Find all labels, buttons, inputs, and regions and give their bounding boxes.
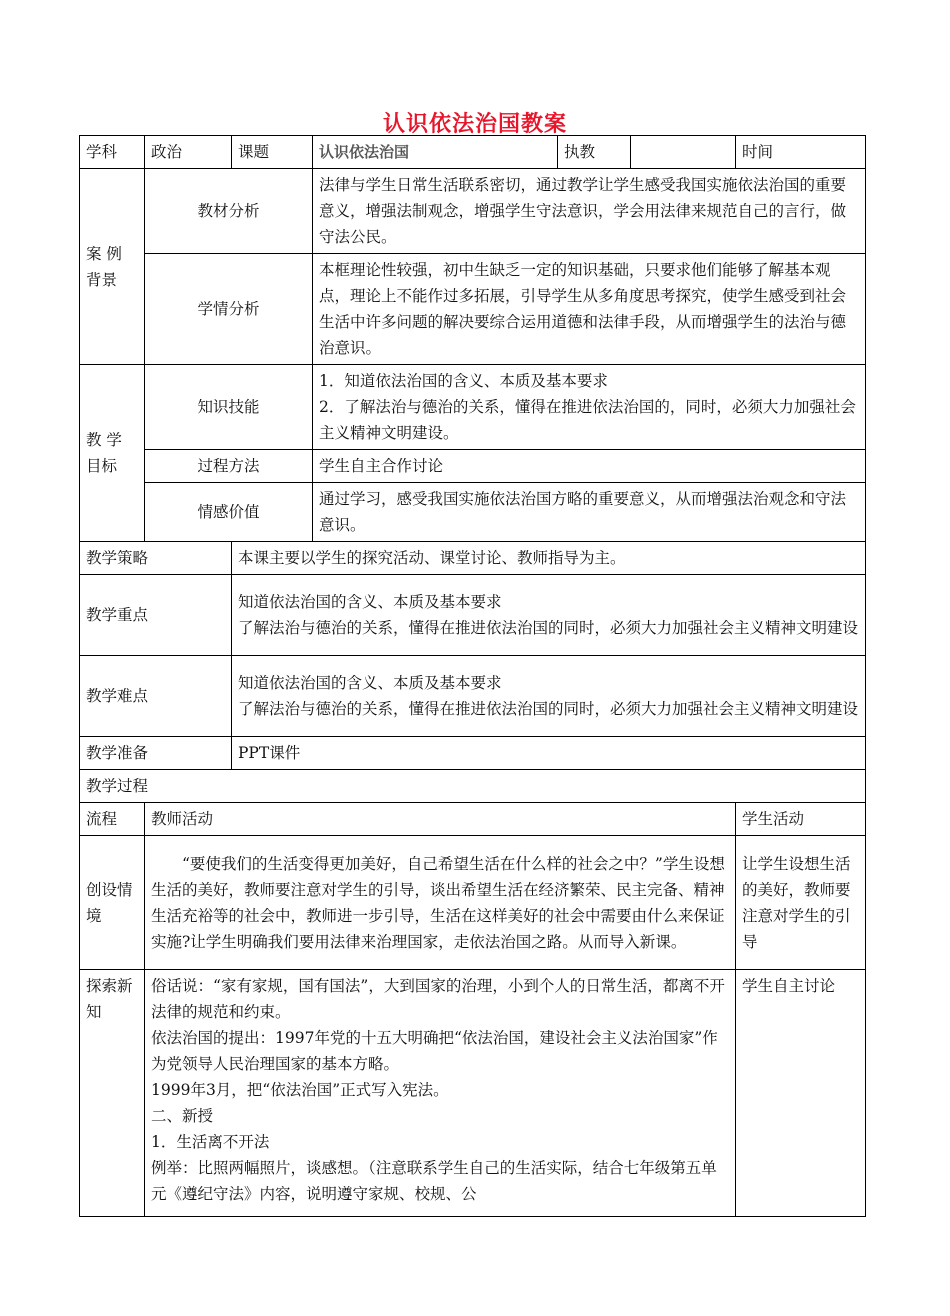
- process-label: 教学过程: [80, 770, 866, 803]
- difficulties-row: [80, 656, 866, 737]
- page-title: 认识依法治国教案: [382, 112, 567, 137]
- strategy-row: [80, 542, 866, 575]
- knowledge-skills-text: [313, 365, 866, 450]
- knowledge-skills-label: 知识技能: [145, 365, 313, 450]
- process-header-row: [80, 803, 866, 836]
- process-row-explore: [80, 970, 866, 1217]
- col-teacher-header: 教师活动: [145, 803, 736, 836]
- knowledge-item: 1．知道依法治国的含义、本质及基本要求: [319, 372, 608, 390]
- process-title-row: [80, 770, 866, 803]
- teacher-activity-cell: [145, 836, 736, 970]
- goals-label: 教 学 目标: [80, 365, 145, 542]
- teacher-activity-cell: [145, 970, 736, 1217]
- goals-process-row: [80, 450, 866, 483]
- topic-value-text: 认识依法治国: [319, 143, 410, 161]
- difficulties-label: 教学难点: [80, 656, 232, 737]
- preparation-label: 教学准备: [80, 737, 232, 770]
- key-point-line: 知道依法治国的含义、本质及基本要求: [238, 593, 502, 611]
- preparation-row: [80, 737, 866, 770]
- teacher-activity-paragraph: “要使我们的生活变得更加美好，自己希望生活在什么样的社会之中？”学生设想生活的美好，教师要注意对学生的引导，谈出希望生活在经济繁荣、民主完备、精神生活充裕等的社会中，教师进一步引导，生活在这样美好的社会中需要由什么来保证实施?让学生明确我们要用法律来治理国家，走依法治国之路。从而导入新课。: [151, 854, 725, 951]
- topic-label: 课题: [232, 136, 313, 169]
- teacher-activity-paragraph: 例举：比照两幅照片，谈感想。（注意联系学生自己的生活实际，结合七年级第五单元《遵纪守法》内容，说明遵守家规、校规、公: [151, 1159, 717, 1203]
- teacher-label: 执教: [558, 136, 631, 169]
- teacher-activity-paragraph: 依法治国的提出：1997年党的十五大明确把“依法治国，建设社会主义法治国家”作为党领导人民治理国家的基本方略。: [151, 1029, 718, 1073]
- goals-knowledge-row: [80, 365, 866, 450]
- textbook-analysis-label: 教材分析: [145, 169, 313, 254]
- difficulties-text: [232, 656, 866, 737]
- emotion-value-text: 通过学习，感受我国实施依法治国方略的重要意义，从而增强法治观念和守法意识。: [313, 483, 866, 542]
- col-flow-header: 流程: [80, 803, 145, 836]
- key-point-line: 了解法治与德治的关系，懂得在推进依法治国的同时，必须大力加强社会主义精神文明建设: [238, 619, 859, 637]
- col-student-header: 学生活动: [736, 803, 866, 836]
- learner-analysis-label: 学情分析: [145, 254, 313, 365]
- student-activity-cell: 学生自主讨论: [736, 970, 866, 1217]
- lesson-plan-table-wrapper: [79, 135, 865, 1217]
- difficulty-line: 知道依法治国的含义、本质及基本要求: [238, 674, 502, 692]
- textbook-analysis-text: 法律与学生日常生活联系密切，通过教学让学生感受我国实施依法治国的重要意义，增强法制观念，增强学生守法意识，学会用法律来规范自己的言行，做守法公民。: [313, 169, 866, 254]
- goals-emotion-row: [80, 483, 866, 542]
- student-activity-cell: 让学生设想生活的美好，教师要注意对学生的引导: [736, 836, 866, 970]
- flow-cell: 探索新知: [80, 970, 145, 1217]
- key-points-row: [80, 575, 866, 656]
- difficulty-line: 了解法治与德治的关系，懂得在推进依法治国的同时，必须大力加强社会主义精神文明建设: [238, 700, 859, 718]
- process-row-scenario: [80, 836, 866, 970]
- learner-analysis-text: 本框理论性较强，初中生缺乏一定的知识基础，只要求他们能够了解基本观点，理论上不能作过多拓展，引导学生从多角度思考探究，使学生感受到社会生活中许多问题的解决要综合运用道德和法律手段，从而增强学生的法治与德治意识。: [313, 254, 866, 365]
- header-row: [80, 136, 866, 169]
- topic-value: [313, 136, 558, 169]
- teacher-value: [631, 136, 736, 169]
- teacher-activity-paragraph: 二、新授: [151, 1107, 214, 1125]
- process-method-label: 过程方法: [145, 450, 313, 483]
- subject-value: 政治: [145, 136, 232, 169]
- process-method-text: 学生自主合作讨论: [313, 450, 866, 483]
- subject-label: 学科: [80, 136, 145, 169]
- background-label: 案 例 背景: [80, 169, 145, 365]
- preparation-text: PPT课件: [232, 737, 866, 770]
- time-label: 时间: [736, 136, 866, 169]
- background-learner-row: [80, 254, 866, 365]
- emotion-value-label: 情感价值: [145, 483, 313, 542]
- teacher-activity-paragraph: 俗话说：“家有家规，国有国法”，大到国家的治理，小到个人的日常生活，都离不开法律的规范和约束。: [151, 977, 725, 1021]
- key-points-label: 教学重点: [80, 575, 232, 656]
- knowledge-item: 2．了解法治与德治的关系，懂得在推进依法治国的，同时，必须大力加强社会主义精神文明建设。: [319, 398, 856, 442]
- flow-cell: 创设情境: [80, 836, 145, 970]
- strategy-text: 本课主要以学生的探究活动、课堂讨论、教师指导为主。: [232, 542, 866, 575]
- background-textbook-row: [80, 169, 866, 254]
- key-points-text: [232, 575, 866, 656]
- teacher-activity-paragraph: 1999年3月，把“依法治国”正式写入宪法。: [151, 1081, 449, 1099]
- teacher-activity-paragraph: 1．生活离不开法: [151, 1133, 270, 1151]
- strategy-label: 教学策略: [80, 542, 232, 575]
- lesson-plan-table: [79, 135, 866, 1217]
